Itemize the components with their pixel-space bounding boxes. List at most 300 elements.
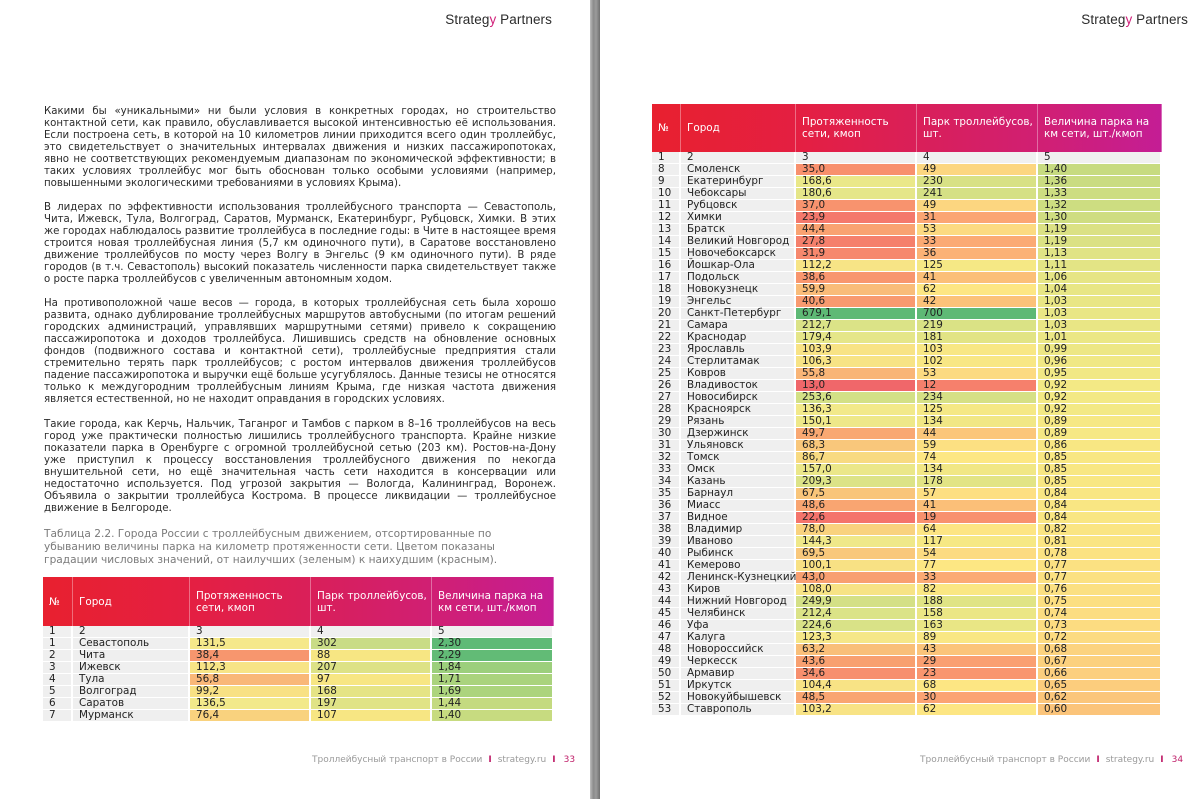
network-length: 209,3 bbox=[796, 476, 917, 488]
row-number: 53 bbox=[652, 704, 681, 716]
footer-title: Троллейбусный транспорт в России bbox=[312, 755, 483, 765]
row-number: 20 bbox=[652, 308, 681, 320]
city-name: Йошкар-Ола bbox=[681, 260, 796, 272]
network-length: 76,4 bbox=[190, 710, 311, 722]
page-footer bbox=[920, 755, 1183, 765]
city-name: Уфа bbox=[681, 620, 796, 632]
footer-separator: I bbox=[1096, 755, 1100, 765]
city-name: Владимир bbox=[681, 524, 796, 536]
fleet-size: 62 bbox=[917, 284, 1038, 296]
fleet-size: 302 bbox=[311, 638, 432, 650]
fleet-size: 89 bbox=[917, 632, 1038, 644]
city-name: Миасс bbox=[681, 500, 796, 512]
city-name: Казань bbox=[681, 476, 796, 488]
table-row bbox=[652, 488, 1162, 500]
city-name: Санкт-Петербург bbox=[681, 308, 796, 320]
fleet-size: 77 bbox=[917, 560, 1038, 572]
city-name: Химки bbox=[681, 212, 796, 224]
row-number: 7 bbox=[43, 710, 73, 722]
city-name: Новороссийск bbox=[681, 644, 796, 656]
city-name: Новокузнецк bbox=[681, 284, 796, 296]
fleet-per-km: 2,29 bbox=[432, 650, 554, 662]
page-number: 33 bbox=[563, 755, 576, 765]
fleet-size: 33 bbox=[917, 572, 1038, 584]
fleet-per-km: 0,84 bbox=[1038, 500, 1162, 512]
fleet-size: 107 bbox=[311, 710, 432, 722]
fleet-size: 125 bbox=[917, 260, 1038, 272]
paragraph: Такие города, как Керчь, Нальчик, Таганрог и Тамбов с парком в 8–16 троллейбусов на весь город уже практически полностью лишились троллейбусного транспорта. Крайне низкие показатели парка в Оренбурге с огромной троллейбусной сетью (203 км). Ростов-на-Дону уже приступил к процессу восстановления троллейбусного движения по некогда внушительной сети, но ещё значительная часть сети находится в консервации или недостаточно используется. Под угрозой закрытия — Вологда, Калининград, Воронеж. Объявила о закрытии троллейбуса Кострома. В процессе ликвидации — троллейбусное движение в Белгороде. bbox=[44, 419, 556, 514]
header-no: № bbox=[43, 577, 73, 626]
network-length: 40,6 bbox=[796, 296, 917, 308]
city-name: Черкесск bbox=[681, 656, 796, 668]
footer-site-link[interactable]: strategy.ru bbox=[1105, 755, 1155, 765]
row-number: 17 bbox=[652, 272, 681, 284]
fleet-per-km: 0,92 bbox=[1038, 380, 1162, 392]
city-name: Ставрополь bbox=[681, 704, 796, 716]
fleet-per-km: 0,78 bbox=[1038, 548, 1162, 560]
city-name: Иркутск bbox=[681, 680, 796, 692]
fleet-size: 219 bbox=[917, 320, 1038, 332]
fleet-per-km: 1,33 bbox=[1038, 188, 1162, 200]
fleet-size: 700 bbox=[917, 308, 1038, 320]
fleet-per-km: 1,36 bbox=[1038, 176, 1162, 188]
fleet-per-km: 1,71 bbox=[432, 674, 554, 686]
header-fleet: Парк троллейбусов, шт. bbox=[311, 577, 432, 626]
fleet-per-km: 0,62 bbox=[1038, 692, 1162, 704]
table-row bbox=[652, 452, 1162, 464]
city-name: Ульяновск bbox=[681, 440, 796, 452]
city-name: Мурманск bbox=[73, 710, 190, 722]
brand-text: Strateg bbox=[445, 12, 490, 27]
network-length: 179,4 bbox=[796, 332, 917, 344]
network-length: 38,4 bbox=[190, 650, 311, 662]
row-number: 51 bbox=[652, 680, 681, 692]
fleet-size: 49 bbox=[917, 164, 1038, 176]
city-name: Энгельс bbox=[681, 296, 796, 308]
row-number: 21 bbox=[652, 320, 681, 332]
city-name: Чебоксары bbox=[681, 188, 796, 200]
city-name: Рубцовск bbox=[681, 200, 796, 212]
table-row bbox=[43, 638, 554, 650]
fleet-per-km: 1,44 bbox=[432, 698, 554, 710]
city-name: Саратов bbox=[73, 698, 190, 710]
row-number: 37 bbox=[652, 512, 681, 524]
row-number: 4 bbox=[43, 674, 73, 686]
page-left bbox=[0, 0, 590, 799]
row-number: 9 bbox=[652, 176, 681, 188]
row-number: 16 bbox=[652, 260, 681, 272]
footer-separator: I bbox=[1160, 755, 1164, 765]
city-name: Рязань bbox=[681, 416, 796, 428]
fleet-per-km: 0,73 bbox=[1038, 620, 1162, 632]
fleet-size: 88 bbox=[311, 650, 432, 662]
row-number: 14 bbox=[652, 236, 681, 248]
city-name: Новочебоксарск bbox=[681, 248, 796, 260]
city-name: Екатеринбург bbox=[681, 176, 796, 188]
brand-accent: y bbox=[489, 12, 497, 27]
network-length: 180,6 bbox=[796, 188, 917, 200]
fleet-size: 43 bbox=[917, 644, 1038, 656]
fleet-size: 54 bbox=[917, 548, 1038, 560]
row-number: 11 bbox=[652, 200, 681, 212]
fleet-size: 74 bbox=[917, 452, 1038, 464]
network-length: 108,0 bbox=[796, 584, 917, 596]
fleet-per-km: 1,32 bbox=[1038, 200, 1162, 212]
header-ratio: Величина парка на км сети, шт./кмоп bbox=[1038, 104, 1162, 152]
column-number: 4 bbox=[917, 152, 1038, 164]
table-row bbox=[652, 356, 1162, 368]
row-number: 34 bbox=[652, 476, 681, 488]
network-length: 35,0 bbox=[796, 164, 917, 176]
table-header-row bbox=[652, 104, 1162, 152]
fleet-per-km: 0,67 bbox=[1038, 656, 1162, 668]
city-name: Томск bbox=[681, 452, 796, 464]
row-number: 47 bbox=[652, 632, 681, 644]
row-number: 49 bbox=[652, 656, 681, 668]
fleet-size: 125 bbox=[917, 404, 1038, 416]
table-row bbox=[652, 500, 1162, 512]
table-header-row bbox=[43, 577, 554, 626]
network-length: 37,0 bbox=[796, 200, 917, 212]
fleet-size: 158 bbox=[917, 608, 1038, 620]
row-number: 40 bbox=[652, 548, 681, 560]
fleet-per-km: 0,81 bbox=[1038, 536, 1162, 548]
fleet-size: 49 bbox=[917, 200, 1038, 212]
fleet-per-km: 0,96 bbox=[1038, 356, 1162, 368]
table-row bbox=[43, 662, 554, 674]
city-name: Ковров bbox=[681, 368, 796, 380]
city-name: Самара bbox=[681, 320, 796, 332]
city-name: Волгоград bbox=[73, 686, 190, 698]
network-length: 679,1 bbox=[796, 308, 917, 320]
footer-site-link[interactable]: strategy.ru bbox=[497, 755, 547, 765]
fleet-per-km: 0,84 bbox=[1038, 488, 1162, 500]
table-row bbox=[652, 572, 1162, 584]
row-number: 23 bbox=[652, 344, 681, 356]
fleet-per-km: 0,75 bbox=[1038, 596, 1162, 608]
network-length: 224,6 bbox=[796, 620, 917, 632]
column-number: 1 bbox=[43, 626, 73, 638]
footer-title: Троллейбусный транспорт в России bbox=[920, 755, 1091, 765]
city-name: Ижевск bbox=[73, 662, 190, 674]
row-number: 32 bbox=[652, 452, 681, 464]
network-length: 112,2 bbox=[796, 260, 917, 272]
row-number: 48 bbox=[652, 644, 681, 656]
row-number: 25 bbox=[652, 368, 681, 380]
network-length: 63,2 bbox=[796, 644, 917, 656]
network-length: 68,3 bbox=[796, 440, 917, 452]
network-length: 99,2 bbox=[190, 686, 311, 698]
header-length: Протяженность сети, кмоп bbox=[190, 577, 311, 626]
column-number: 2 bbox=[681, 152, 796, 164]
row-number: 33 bbox=[652, 464, 681, 476]
row-number: 2 bbox=[43, 650, 73, 662]
row-number: 5 bbox=[43, 686, 73, 698]
row-number: 36 bbox=[652, 500, 681, 512]
row-number: 1 bbox=[43, 638, 73, 650]
column-number: 3 bbox=[190, 626, 311, 638]
row-number: 44 bbox=[652, 596, 681, 608]
fleet-per-km: 0,92 bbox=[1038, 392, 1162, 404]
fleet-per-km: 1,03 bbox=[1038, 320, 1162, 332]
network-length: 69,5 bbox=[796, 548, 917, 560]
network-length: 34,6 bbox=[796, 668, 917, 680]
network-length: 249,9 bbox=[796, 596, 917, 608]
fleet-per-km: 1,04 bbox=[1038, 284, 1162, 296]
fleet-size: 41 bbox=[917, 500, 1038, 512]
city-name: Видное bbox=[681, 512, 796, 524]
fleet-size: 64 bbox=[917, 524, 1038, 536]
fleet-size: 57 bbox=[917, 488, 1038, 500]
row-number: 8 bbox=[652, 164, 681, 176]
fleet-size: 241 bbox=[917, 188, 1038, 200]
network-length: 67,5 bbox=[796, 488, 917, 500]
fleet-size: 12 bbox=[917, 380, 1038, 392]
city-name: Новокуйбышевск bbox=[681, 692, 796, 704]
fleet-size: 62 bbox=[917, 704, 1038, 716]
network-length: 22,6 bbox=[796, 512, 917, 524]
fleet-size: 42 bbox=[917, 296, 1038, 308]
city-name: Омск bbox=[681, 464, 796, 476]
city-name: Барнаул bbox=[681, 488, 796, 500]
row-number: 12 bbox=[652, 212, 681, 224]
fleet-per-km: 1,03 bbox=[1038, 296, 1162, 308]
paragraph: В лидерах по эффективности использования троллейбусного транспорта — Севастополь, Чита, Ижевск, Тула, Волгоград, Саратов, Мурманск, Екатеринбург, Рубцовск, Химки. В этих же городах наблюдалось развитие троллейбуса в последние годы: в Чите в настоящее время строится новая троллейбусная линия (5,7 км одиночного пути), в Саратове восстановлено движение троллейбусов по мосту через Волгу в Энгельс (9 км одиночного пути). В ряде городов (в т.ч. Севастополь) высокий показатель численности парка свидетельствует также о росте парка троллейбусов с увеличенным автономным ходом. bbox=[44, 202, 556, 285]
fleet-per-km: 0,60 bbox=[1038, 704, 1162, 716]
row-number: 29 bbox=[652, 416, 681, 428]
city-name: Чита bbox=[73, 650, 190, 662]
network-length: 13,0 bbox=[796, 380, 917, 392]
city-name: Тула bbox=[73, 674, 190, 686]
fleet-size: 41 bbox=[917, 272, 1038, 284]
fleet-per-km: 1,06 bbox=[1038, 272, 1162, 284]
body-text bbox=[44, 106, 556, 202]
city-name: Челябинск bbox=[681, 608, 796, 620]
fleet-size: 207 bbox=[311, 662, 432, 674]
city-name: Ярославль bbox=[681, 344, 796, 356]
fleet-size: 230 bbox=[917, 176, 1038, 188]
fleet-per-km: 1,40 bbox=[432, 710, 554, 722]
row-number: 52 bbox=[652, 692, 681, 704]
network-length: 59,9 bbox=[796, 284, 917, 296]
fleet-per-km: 0,74 bbox=[1038, 608, 1162, 620]
brand-text: Strateg bbox=[1081, 12, 1126, 27]
city-name: Стерлитамак bbox=[681, 356, 796, 368]
network-length: 48,6 bbox=[796, 500, 917, 512]
column-number: 5 bbox=[432, 626, 554, 638]
fleet-per-km: 0,66 bbox=[1038, 668, 1162, 680]
network-length: 43,6 bbox=[796, 656, 917, 668]
brand-logo bbox=[445, 12, 552, 27]
fleet-size: 163 bbox=[917, 620, 1038, 632]
city-name: Севастополь bbox=[73, 638, 190, 650]
page-divider bbox=[590, 0, 600, 799]
fleet-size: 53 bbox=[917, 368, 1038, 380]
city-name: Дзержинск bbox=[681, 428, 796, 440]
footer-separator: I bbox=[488, 755, 492, 765]
fleet-size: 53 bbox=[917, 224, 1038, 236]
brand-accent: y bbox=[1125, 12, 1133, 27]
network-length: 150,1 bbox=[796, 416, 917, 428]
table-row bbox=[652, 620, 1162, 632]
city-name: Калуга bbox=[681, 632, 796, 644]
network-length: 106,3 bbox=[796, 356, 917, 368]
page-number: 34 bbox=[1171, 755, 1184, 765]
row-number: 38 bbox=[652, 524, 681, 536]
fleet-per-km: 0,85 bbox=[1038, 464, 1162, 476]
network-length: 56,8 bbox=[190, 674, 311, 686]
fleet-size: 103 bbox=[917, 344, 1038, 356]
column-number: 4 bbox=[311, 626, 432, 638]
brand-logo bbox=[1081, 12, 1188, 27]
fleet-per-km: 0,76 bbox=[1038, 584, 1162, 596]
network-length: 49,7 bbox=[796, 428, 917, 440]
row-number: 50 bbox=[652, 668, 681, 680]
city-name: Красноярск bbox=[681, 404, 796, 416]
fleet-size: 188 bbox=[917, 596, 1038, 608]
fleet-per-km: 0,85 bbox=[1038, 452, 1162, 464]
fleet-per-km: 0,65 bbox=[1038, 680, 1162, 692]
row-number: 15 bbox=[652, 248, 681, 260]
table-row bbox=[652, 404, 1162, 416]
network-length: 104,4 bbox=[796, 680, 917, 692]
header-length: Протяженность сети, кмоп bbox=[796, 104, 917, 152]
network-length: 44,4 bbox=[796, 224, 917, 236]
network-length: 136,3 bbox=[796, 404, 917, 416]
row-number: 18 bbox=[652, 284, 681, 296]
fleet-size: 134 bbox=[917, 416, 1038, 428]
row-number: 43 bbox=[652, 584, 681, 596]
network-length: 38,6 bbox=[796, 272, 917, 284]
fleet-size: 117 bbox=[917, 536, 1038, 548]
row-number: 3 bbox=[43, 662, 73, 674]
row-number: 39 bbox=[652, 536, 681, 548]
city-name: Кемерово bbox=[681, 560, 796, 572]
body-text bbox=[44, 419, 556, 527]
city-name: Подольск bbox=[681, 272, 796, 284]
row-number: 28 bbox=[652, 404, 681, 416]
fleet-per-km: 0,85 bbox=[1038, 476, 1162, 488]
fleet-size: 36 bbox=[917, 248, 1038, 260]
network-length: 78,0 bbox=[796, 524, 917, 536]
fleet-size: 68 bbox=[917, 680, 1038, 692]
body-text bbox=[44, 298, 556, 418]
column-number: 2 bbox=[73, 626, 190, 638]
table-row bbox=[43, 710, 554, 722]
fleet-size: 181 bbox=[917, 332, 1038, 344]
row-number: 10 bbox=[652, 188, 681, 200]
fleet-per-km: 0,77 bbox=[1038, 572, 1162, 584]
row-number: 27 bbox=[652, 392, 681, 404]
fleet-per-km: 0,84 bbox=[1038, 512, 1162, 524]
fleet-size: 97 bbox=[311, 674, 432, 686]
table-row bbox=[652, 608, 1162, 620]
fleet-per-km: 1,19 bbox=[1038, 224, 1162, 236]
fleet-per-km: 1,03 bbox=[1038, 308, 1162, 320]
row-number: 41 bbox=[652, 560, 681, 572]
fleet-size: 23 bbox=[917, 668, 1038, 680]
page-footer bbox=[312, 755, 575, 765]
network-length: 168,6 bbox=[796, 176, 917, 188]
network-length: 157,0 bbox=[796, 464, 917, 476]
paragraph: На противоположной чаше весов — города, в которых троллейбусная сеть была хорошо развита, однако дублирование троллейбусных маршрутов автобусными (по итогам решений городских администраций, управлявших маршрутными сетями) привело к сокращению пассажиропотока и доходов троллейбуса. Лишившись средств на обновление основных фондов (подвижного состава и контактной сети), троллейбусные предприятия стали стремительно терять парк троллейбусов; с ростом интервалов движения троллейбусов падение пассажиропотока и выручки ещё больше усугублялось. Данные тезисы не относятся только к междугородним троллейбусным линиям Крыма, где низкая частота движения является естественной, но не находит оправдания в городских условиях. bbox=[44, 298, 556, 405]
fleet-per-km: 0,92 bbox=[1038, 404, 1162, 416]
city-name: Смоленск bbox=[681, 164, 796, 176]
row-number: 6 bbox=[43, 698, 73, 710]
city-name: Нижний Новгород bbox=[681, 596, 796, 608]
network-length: 112,3 bbox=[190, 662, 311, 674]
row-number: 19 bbox=[652, 296, 681, 308]
data-table-right bbox=[652, 104, 1162, 716]
column-number: 1 bbox=[652, 152, 681, 164]
network-length: 86,7 bbox=[796, 452, 917, 464]
city-name: Братск bbox=[681, 224, 796, 236]
fleet-size: 134 bbox=[917, 464, 1038, 476]
city-name: Армавир bbox=[681, 668, 796, 680]
network-length: 144,3 bbox=[796, 536, 917, 548]
fleet-per-km: 0,72 bbox=[1038, 632, 1162, 644]
fleet-size: 30 bbox=[917, 692, 1038, 704]
header-ratio: Величина парка на км сети, шт./кмоп bbox=[432, 577, 554, 626]
fleet-size: 33 bbox=[917, 236, 1038, 248]
brand-text: Partners bbox=[496, 12, 552, 27]
fleet-size: 102 bbox=[917, 356, 1038, 368]
row-number: 30 bbox=[652, 428, 681, 440]
fleet-per-km: 0,99 bbox=[1038, 344, 1162, 356]
city-name: Краснодар bbox=[681, 332, 796, 344]
row-number: 42 bbox=[652, 572, 681, 584]
header-fleet: Парк троллейбусов, шт. bbox=[917, 104, 1038, 152]
paragraph: Какими бы «уникальными» ни были условия в конкретных городах, но строительство контактной сети, как правило, обуславливается высокой интенсивностью её использования. Если построена сеть, в которой на 10 километров линии приходится всего один троллейбус, это свидетельствует о значительных интервалах движения и низких пассажиропотоках, явно не соответствующих рекомендуемым диапазонам по экономической эффективности; в таких условиях троллейбус мог быть обоснован только особыми условиями (например, повышенными экологическими требованиями в условиях Крыма). bbox=[44, 106, 556, 189]
fleet-size: 168 bbox=[311, 686, 432, 698]
network-length: 31,9 bbox=[796, 248, 917, 260]
city-name: Великий Новгород bbox=[681, 236, 796, 248]
table-caption: Таблица 2.2. Города России с троллейбусным движением, отсортированные по убыванию величины парка на километр протяженности сети. Цветом показаны градации числовых значений, от наилучших (зеленым) к наихудшим (красным). bbox=[44, 528, 498, 566]
network-length: 212,7 bbox=[796, 320, 917, 332]
network-length: 23,9 bbox=[796, 212, 917, 224]
fleet-size: 59 bbox=[917, 440, 1038, 452]
network-length: 131,5 bbox=[190, 638, 311, 650]
row-number: 31 bbox=[652, 440, 681, 452]
table-row bbox=[652, 704, 1162, 716]
network-length: 103,9 bbox=[796, 344, 917, 356]
fleet-per-km: 1,30 bbox=[1038, 212, 1162, 224]
fleet-per-km: 0,68 bbox=[1038, 644, 1162, 656]
network-length: 253,6 bbox=[796, 392, 917, 404]
network-length: 212,4 bbox=[796, 608, 917, 620]
fleet-size: 19 bbox=[917, 512, 1038, 524]
body-text bbox=[44, 202, 556, 298]
data-table-left bbox=[43, 577, 554, 722]
header-city: Город bbox=[73, 577, 190, 626]
column-number: 3 bbox=[796, 152, 917, 164]
city-name: Иваново bbox=[681, 536, 796, 548]
header-city: Город bbox=[681, 104, 796, 152]
fleet-per-km: 2,30 bbox=[432, 638, 554, 650]
fleet-per-km: 1,11 bbox=[1038, 260, 1162, 272]
fleet-size: 31 bbox=[917, 212, 1038, 224]
fleet-per-km: 0,89 bbox=[1038, 416, 1162, 428]
row-number: 26 bbox=[652, 380, 681, 392]
city-name: Новосибирск bbox=[681, 392, 796, 404]
network-length: 43,0 bbox=[796, 572, 917, 584]
network-length: 123,3 bbox=[796, 632, 917, 644]
fleet-per-km: 1,84 bbox=[432, 662, 554, 674]
fleet-per-km: 1,69 bbox=[432, 686, 554, 698]
footer-separator: I bbox=[552, 755, 556, 765]
fleet-size: 197 bbox=[311, 698, 432, 710]
header-no: № bbox=[652, 104, 681, 152]
